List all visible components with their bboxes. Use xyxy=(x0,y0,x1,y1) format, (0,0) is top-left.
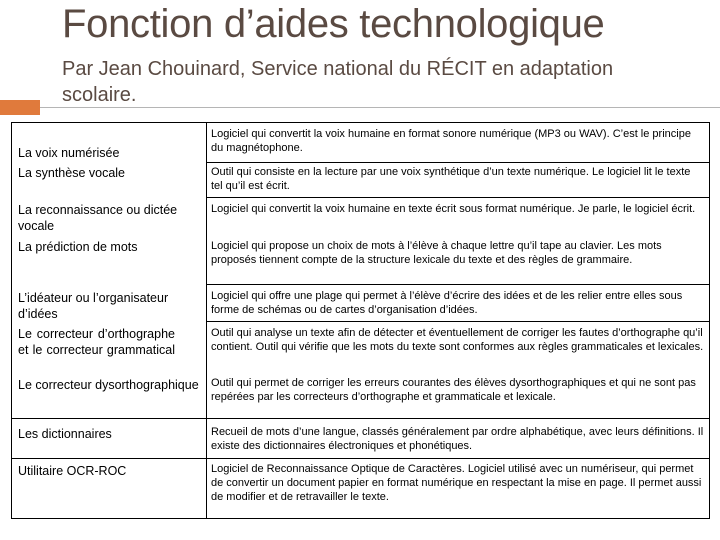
row-border xyxy=(206,284,710,285)
row-border xyxy=(206,197,710,198)
definition-dictionnaires: Recueil de mots d’une langue, classés généralement par ordre alphabétique, avec leurs définitions. Il existe des dictionnaires électroniques et phonétiques. xyxy=(211,426,704,452)
row-border xyxy=(11,418,710,419)
term-correcteur-orthographe: Le correcteur d’orthographe et le correcteur grammatical xyxy=(18,327,175,357)
definition-ideateur: Logiciel qui offre une plage qui permet à l’élève d’écrire des idées et de les relier entre elles sous forme de schémas ou de cartes d’organisation d’idées. xyxy=(211,290,683,316)
definition-ocr-roc: Logiciel de Reconnaissance Optique de Caractères. Logiciel utilisé avec un numériseur, qui permet de convertir un document papier en format numérique en respectant la mise en page. Il permet aussi de modifier et de retravailler le texte. xyxy=(211,463,702,503)
definition-reconnaissance-vocale: Logiciel qui convertit la voix humaine en texte écrit sous format numérique. Je parle, le logiciel écrit. xyxy=(211,203,696,215)
term-reconnaissance-vocale: La reconnaissance ou dictée vocale xyxy=(18,203,178,233)
term-ocr-roc: Utilitaire OCR-ROC xyxy=(18,464,127,478)
term-correcteur-dysorthographique: Le correcteur dysorthographique xyxy=(18,378,199,392)
accent-bar xyxy=(0,100,40,115)
definition-prediction-mots: Logiciel qui propose un choix de mots à l’élève à chaque lettre qu’il tape au clavier. Les mots proposés tiennent compte de la structure lexicale du texte et des règles de grammaire. xyxy=(211,240,662,266)
definition-correcteur-dysorthographique: Outil qui permet de corriger les erreurs courantes des élèves dysorthographiques et qui ne sont pas repérées par les correcteurs d’orthographe et grammaticale et lexicale. xyxy=(211,377,696,403)
term-prediction-mots: La prédiction de mots xyxy=(18,240,138,254)
accent-line xyxy=(40,107,720,108)
term-dictionnaires: Les dictionnaires xyxy=(18,427,112,441)
definition-synthese-vocale: Outil qui consiste en la lecture par une voix synthétique d’un texte numérique. Le logiciel lit le texte tel qu’il est écrit. xyxy=(211,166,691,192)
definition-voix-numerisee: Logiciel qui convertit la voix humaine en format sonore numérique (MP3 ou WAV). C’est le principe du magnétophone. xyxy=(211,128,691,154)
row-border xyxy=(11,458,710,459)
row-border xyxy=(206,321,710,322)
row-border xyxy=(206,162,710,163)
definition-correcteur-orthographe: Outil qui analyse un texte afin de détecter et éventuellement de corriger les fautes d’orthographe qu’il contient. Outil qui vérifie que les mots du texte sont conformes aux règles grammaticales et lexicales. xyxy=(211,327,704,353)
slide-title: Fonction d’aides technologique xyxy=(62,2,605,46)
term-voix-numerisee: La voix numérisée xyxy=(18,146,120,160)
term-synthese-vocale: La synthèse vocale xyxy=(18,166,126,180)
slide-subtitle: Par Jean Chouinard, Service national du RÉCIT en adaptation scolaire. xyxy=(62,58,614,106)
term-ideateur: L’idéateur ou l’organisateur d’idées xyxy=(18,291,169,321)
